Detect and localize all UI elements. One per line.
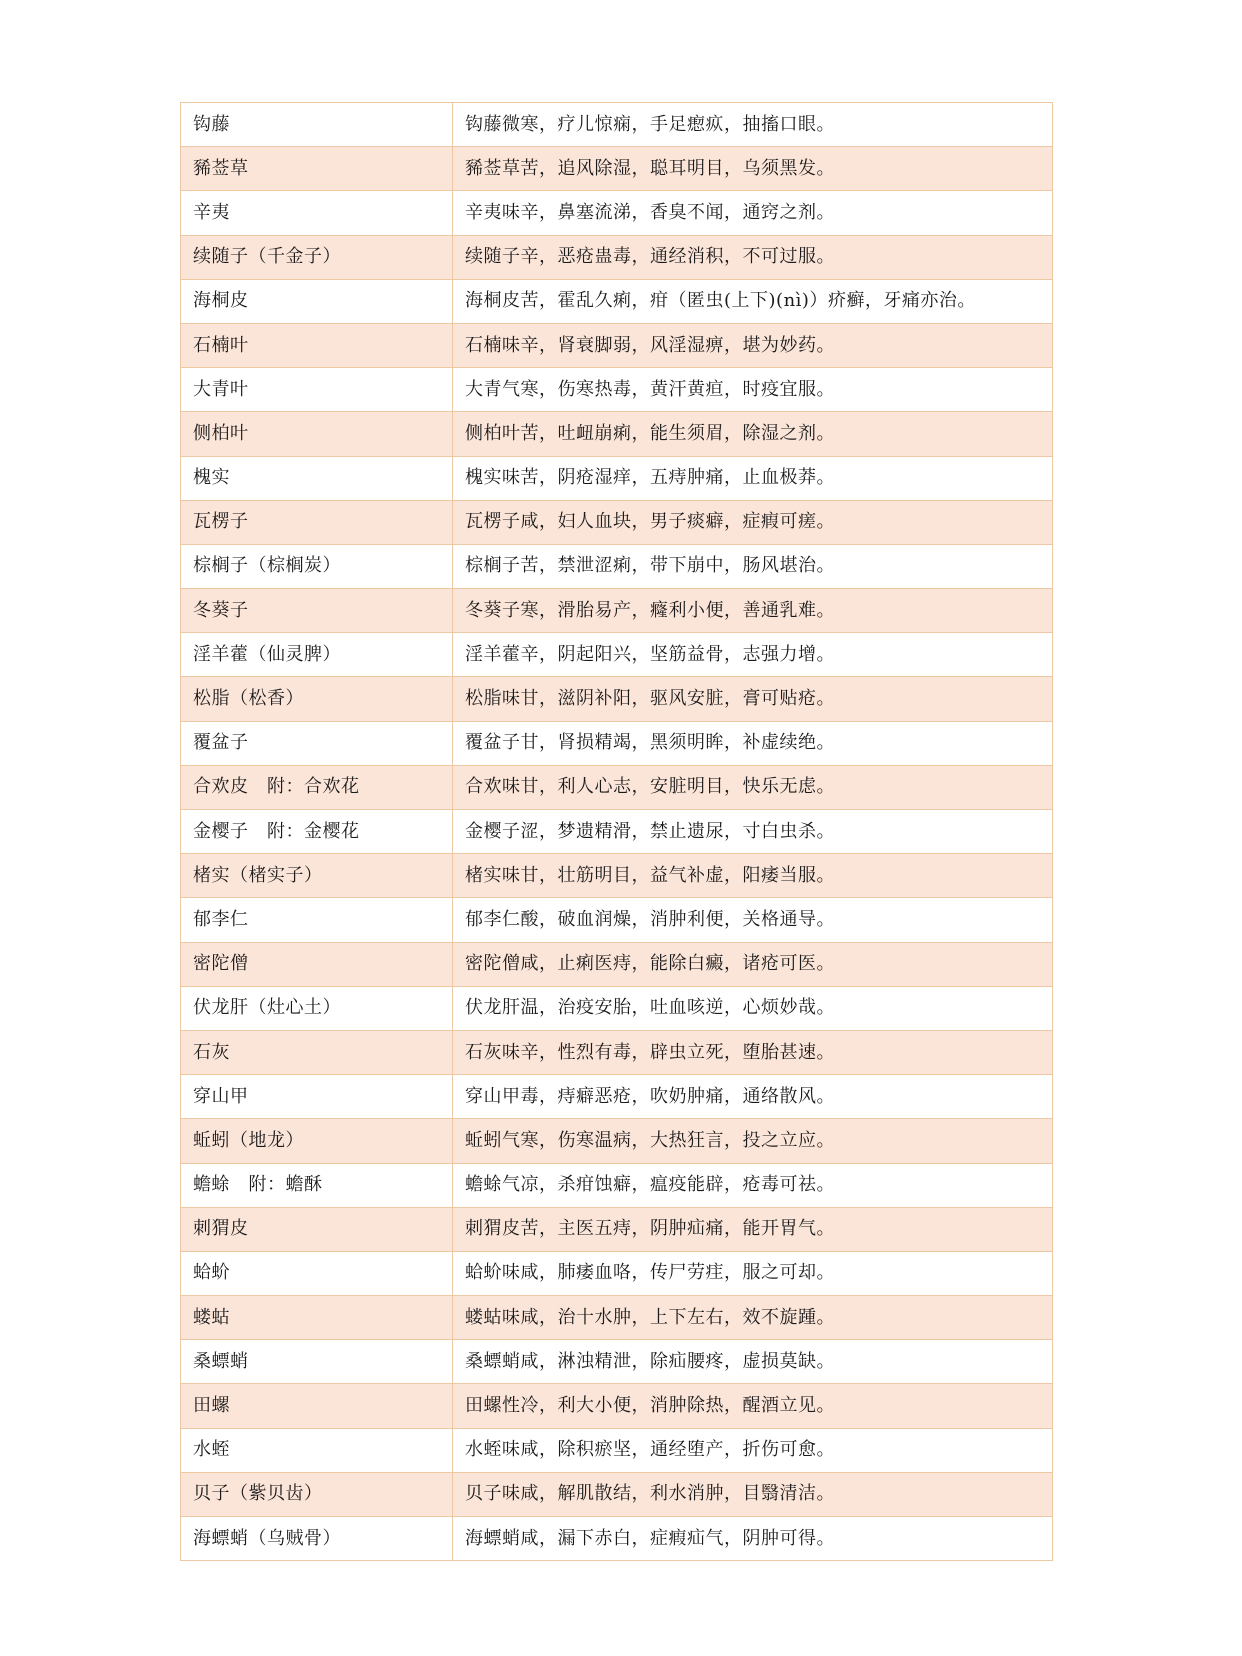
herb-verse-cell: 蚯蚓气寒，伤寒温病，大热狂言，投之立应。 (453, 1119, 1053, 1163)
table-row (181, 235, 1053, 279)
table-row (181, 1517, 1053, 1561)
herb-verse-cell: 蟾蜍气凉，杀疳蚀癖，瘟疫能辟，疮毒可祛。 (453, 1163, 1053, 1207)
herb-name-cell: 楮实（楮实子） (181, 854, 453, 898)
herb-verse-cell: 海桐皮苦，霍乱久痢，疳（匿虫(上下)(nì)）疥癣，牙痛亦治。 (453, 279, 1053, 323)
herb-verse-cell: 冬葵子寒，滑胎易产，癃利小便，善通乳难。 (453, 589, 1053, 633)
herb-verse-cell: 密陀僧咸，止痢医痔，能除白癜，诸疮可医。 (453, 942, 1053, 986)
herb-name-cell: 冬葵子 (181, 589, 453, 633)
herb-verse-cell: 辛夷味辛，鼻塞流涕，香臭不闻，通窍之剂。 (453, 191, 1053, 235)
herb-name-cell: 槐实 (181, 456, 453, 500)
herb-name-cell: 侧柏叶 (181, 412, 453, 456)
table-row (181, 456, 1053, 500)
table-row (181, 279, 1053, 323)
herb-name-cell: 合欢皮 附：合欢花 (181, 765, 453, 809)
herb-name-cell: 石灰 (181, 1030, 453, 1074)
herb-verse-cell: 金樱子涩，梦遗精滑，禁止遗尿，寸白虫杀。 (453, 810, 1053, 854)
herb-name-cell: 穿山甲 (181, 1075, 453, 1119)
herb-verse-cell: 水蛭味咸，除积瘀坚，通经堕产，折伤可愈。 (453, 1428, 1053, 1472)
herb-name-cell: 水蛭 (181, 1428, 453, 1472)
herb-verse-table (180, 102, 1053, 1561)
herb-verse-cell: 槐实味苦，阴疮湿痒，五痔肿痛，止血极莽。 (453, 456, 1053, 500)
table-row (181, 191, 1053, 235)
table-row (181, 1384, 1053, 1428)
herb-verse-cell: 瓦楞子咸，妇人血块，男子痰癖，症瘕可瘥。 (453, 500, 1053, 544)
herb-verse-cell: 棕榈子苦，禁泄涩痢，带下崩中，肠风堪治。 (453, 544, 1053, 588)
table-row (181, 898, 1053, 942)
herb-verse-cell: 蛤蚧味咸，肺痿血咯，传尸劳疰，服之可却。 (453, 1251, 1053, 1295)
table-row (181, 1119, 1053, 1163)
herb-verse-cell: 松脂味甘，滋阴补阳，驱风安脏，膏可贴疮。 (453, 677, 1053, 721)
table-row (181, 677, 1053, 721)
herb-name-cell: 松脂（松香） (181, 677, 453, 721)
herb-verse-cell: 豨莶草苦，追风除湿，聪耳明目，乌须黑发。 (453, 147, 1053, 191)
herb-name-cell: 刺猬皮 (181, 1207, 453, 1251)
herb-name-cell: 覆盆子 (181, 721, 453, 765)
herb-verse-cell: 刺猬皮苦，主医五痔，阴肿疝痛，能开胃气。 (453, 1207, 1053, 1251)
table-row (181, 1030, 1053, 1074)
herb-name-cell: 蚯蚓（地龙） (181, 1119, 453, 1163)
herb-name-cell: 海桐皮 (181, 279, 453, 323)
herb-verse-cell: 贝子味咸，解肌散结，利水消肿，目翳清洁。 (453, 1472, 1053, 1516)
table-row (181, 589, 1053, 633)
herb-verse-cell: 楮实味甘，壮筋明目，益气补虚，阳痿当服。 (453, 854, 1053, 898)
herb-name-cell: 伏龙肝（灶心土） (181, 986, 453, 1030)
table-row (181, 103, 1053, 147)
table-row (181, 1472, 1053, 1516)
herb-name-cell: 大青叶 (181, 368, 453, 412)
herb-verse-cell: 田螺性冷，利大小便，消肿除热，醒酒立见。 (453, 1384, 1053, 1428)
herb-name-cell: 钩藤 (181, 103, 453, 147)
table-row (181, 765, 1053, 809)
herb-verse-cell: 桑螵蛸咸，淋浊精泄，除疝腰疼，虚损莫缺。 (453, 1340, 1053, 1384)
table-row (181, 1207, 1053, 1251)
table-row (181, 1428, 1053, 1472)
table-row (181, 147, 1053, 191)
herb-verse-cell: 蝼蛄味咸，治十水肿，上下左右，效不旋踵。 (453, 1296, 1053, 1340)
herb-verse-cell: 海螵蛸咸，漏下赤白，症瘕疝气，阴肿可得。 (453, 1517, 1053, 1561)
herb-verse-cell: 侧柏叶苦，吐衄崩痢，能生须眉，除湿之剂。 (453, 412, 1053, 456)
table-row (181, 544, 1053, 588)
table-row (181, 854, 1053, 898)
herb-name-cell: 田螺 (181, 1384, 453, 1428)
herb-name-cell: 辛夷 (181, 191, 453, 235)
herb-name-cell: 豨莶草 (181, 147, 453, 191)
herb-verse-cell: 合欢味甘，利人心志，安脏明目，快乐无虑。 (453, 765, 1053, 809)
herb-name-cell: 郁李仁 (181, 898, 453, 942)
table-row (181, 942, 1053, 986)
table-row (181, 500, 1053, 544)
table-row (181, 721, 1053, 765)
table-row (181, 1163, 1053, 1207)
herb-name-cell: 金樱子 附：金樱花 (181, 810, 453, 854)
herb-name-cell: 瓦楞子 (181, 500, 453, 544)
herb-verse-cell: 续随子辛，恶疮蛊毒，通经消积，不可过服。 (453, 235, 1053, 279)
table-row (181, 1296, 1053, 1340)
herb-verse-cell: 石楠味辛，肾衰脚弱，风淫湿痹，堪为妙药。 (453, 323, 1053, 367)
herb-name-cell: 棕榈子（棕榈炭） (181, 544, 453, 588)
table-row (181, 810, 1053, 854)
herb-name-cell: 密陀僧 (181, 942, 453, 986)
table-row (181, 412, 1053, 456)
herb-name-cell: 桑螵蛸 (181, 1340, 453, 1384)
herb-name-cell: 蛤蚧 (181, 1251, 453, 1295)
herb-name-cell: 淫羊藿（仙灵脾） (181, 633, 453, 677)
herb-verse-cell: 大青气寒，伤寒热毒，黄汗黄疸，时疫宜服。 (453, 368, 1053, 412)
herb-verse-cell: 覆盆子甘，肾损精竭，黑须明眸，补虚续绝。 (453, 721, 1053, 765)
herb-verse-cell: 穿山甲毒，痔癖恶疮，吹奶肿痛，通络散风。 (453, 1075, 1053, 1119)
herb-verse-cell: 钩藤微寒，疗儿惊痫，手足瘛疭，抽搐口眼。 (453, 103, 1053, 147)
herb-table-body (181, 103, 1053, 1561)
table-row (181, 986, 1053, 1030)
herb-name-cell: 续随子（千金子） (181, 235, 453, 279)
table-row (181, 1075, 1053, 1119)
table-row (181, 633, 1053, 677)
herb-name-cell: 石楠叶 (181, 323, 453, 367)
table-row (181, 368, 1053, 412)
herb-verse-cell: 伏龙肝温，治疫安胎，吐血咳逆，心烦妙哉。 (453, 986, 1053, 1030)
herb-name-cell: 海螵蛸（乌贼骨） (181, 1517, 453, 1561)
herb-name-cell: 贝子（紫贝齿） (181, 1472, 453, 1516)
herb-name-cell: 蝼蛄 (181, 1296, 453, 1340)
herb-verse-cell: 淫羊藿辛，阴起阳兴，坚筋益骨，志强力增。 (453, 633, 1053, 677)
table-row (181, 1340, 1053, 1384)
table-row (181, 323, 1053, 367)
herb-name-cell: 蟾蜍 附：蟾酥 (181, 1163, 453, 1207)
table-row (181, 1251, 1053, 1295)
herb-verse-cell: 石灰味辛，性烈有毒，辟虫立死，堕胎甚速。 (453, 1030, 1053, 1074)
herb-verse-cell: 郁李仁酸，破血润燥，消肿利便，关格通导。 (453, 898, 1053, 942)
